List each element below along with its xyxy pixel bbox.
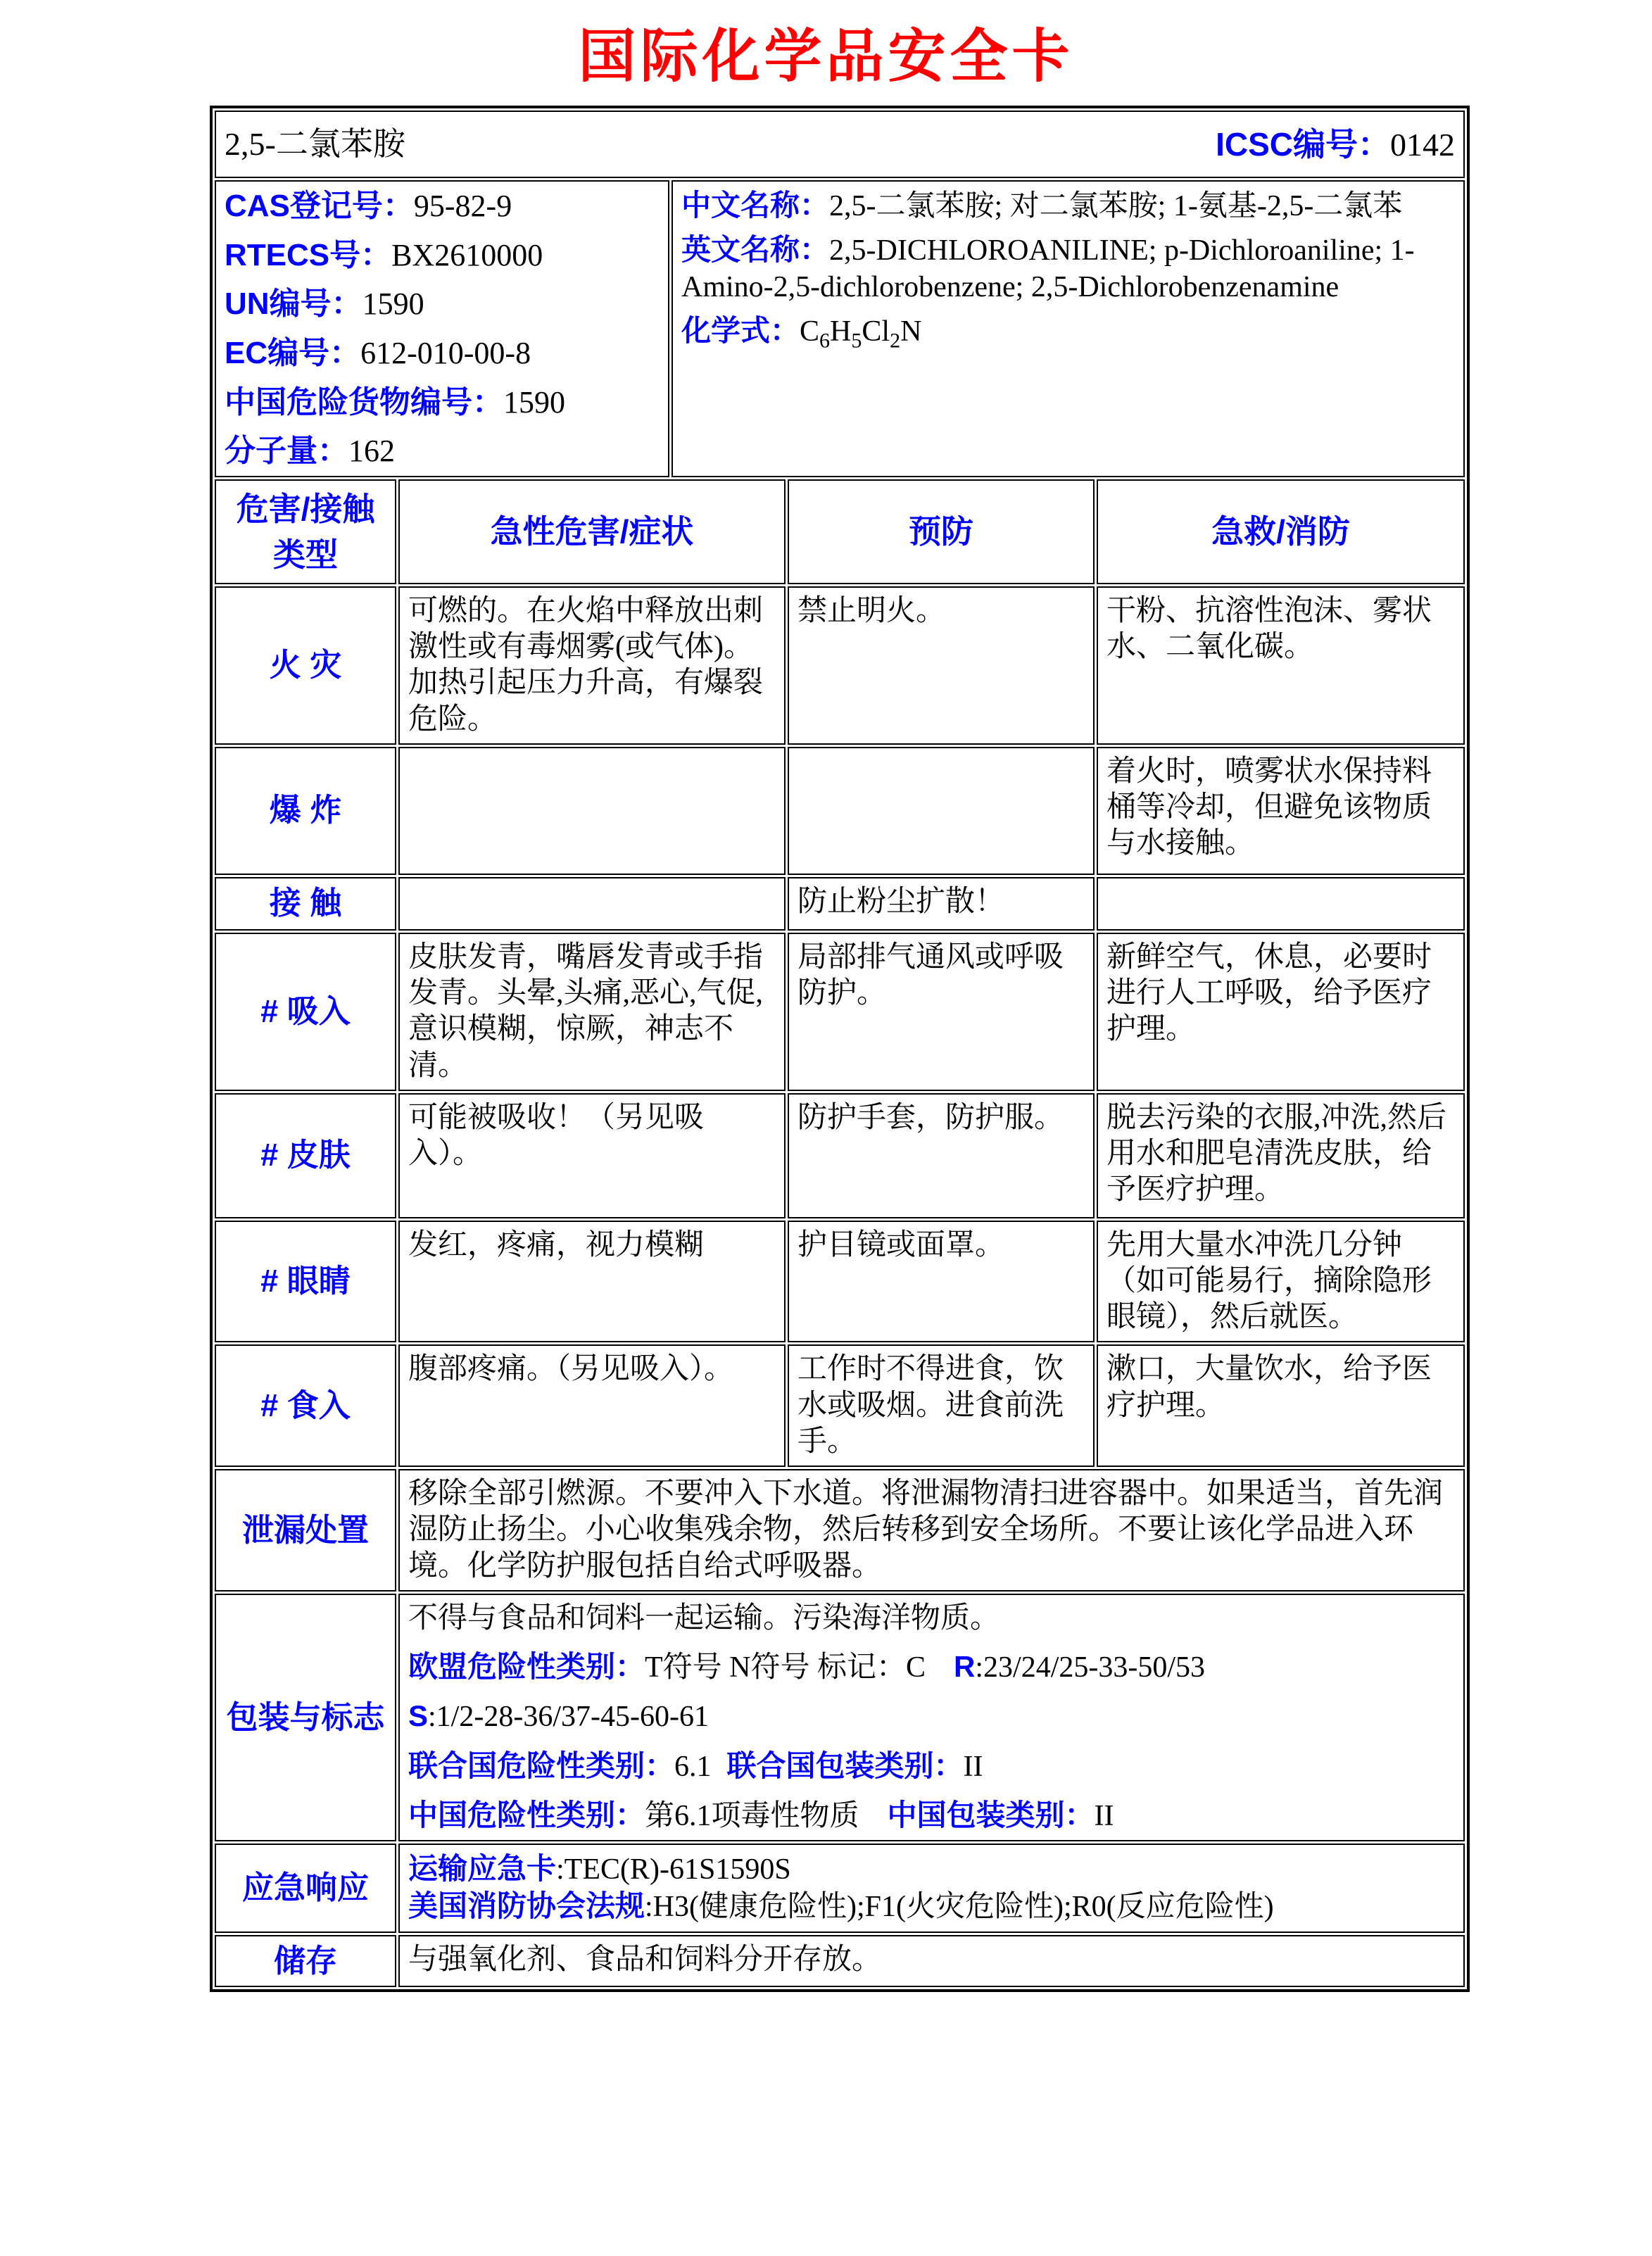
molecular-weight-line (225, 432, 660, 470)
hazard-table-header-row (215, 479, 1465, 584)
china-dg-number-line (225, 384, 660, 422)
eyes-firstaid-cell: 先用大量水冲洗几分钟（如可能易行，摘除隐形眼镜），然后就医。 (1097, 1221, 1465, 1343)
r-phrases-value: :23/24/25-33-50/53 (975, 1651, 1206, 1684)
transport-emergency-card-label: 运输应急卡 (408, 1852, 557, 1886)
storage-row (215, 1935, 1465, 1988)
hazard-row-exposure (215, 877, 1465, 931)
hazard-row-ingestion (215, 1344, 1465, 1467)
exposure-firstaid-cell (1097, 877, 1465, 931)
identifiers-cell (215, 180, 669, 477)
eyes-type-label: # 眼睛 (215, 1221, 396, 1343)
hazard-row-explosion (215, 747, 1465, 875)
cas-value: 95-82-9 (413, 189, 512, 224)
header-acute-hazards: 急性危害/症状 (398, 479, 786, 584)
exposure-prevention-cell: 防止粉尘扩散！ (788, 877, 1095, 931)
ingestion-type-label: # 食入 (215, 1344, 396, 1467)
hazard-row-fire (215, 586, 1465, 745)
un-value: 1590 (362, 286, 424, 322)
page-title: 国际化学品安全卡 (578, 25, 1074, 89)
eyes-symptoms-cell: 发红，疼痛，视力模糊 (398, 1221, 786, 1343)
explosion-symptoms-cell (398, 747, 786, 875)
un-class-label: 联合国危险性类别： (408, 1748, 675, 1782)
english-name-block (681, 232, 1455, 305)
fire-type-label: 火 灾 (215, 586, 396, 745)
packaging-cn-line (408, 1797, 1455, 1834)
identifiers-row (215, 180, 1465, 477)
formula-block (681, 313, 1455, 354)
rtecs-number-line (225, 237, 660, 275)
spillage-label: 泄漏处置 (215, 1469, 396, 1592)
eu-class-label: 欧盟危险性类别： (408, 1650, 645, 1684)
s-phrases-value: :1/2-28-36/37-45-60-61 (428, 1701, 709, 1734)
fire-prevention-cell: 禁止明火。 (788, 586, 1095, 745)
packaging-row (215, 1594, 1465, 1841)
inhalation-prevention-cell: 局部排气通风或呼吸防护。 (788, 933, 1095, 1091)
r-phrases-label: R (954, 1650, 976, 1684)
header-hazard-type: 危害/接触 类型 (215, 479, 396, 584)
icsc-number (1216, 125, 1455, 165)
safety-card-table (210, 106, 1470, 1992)
ingestion-firstaid-cell: 漱口，大量饮水，给予医疗护理。 (1097, 1344, 1465, 1467)
fire-firstaid-cell: 干粉、抗溶性泡沫、雾状水、二氧化碳。 (1097, 586, 1465, 745)
names-cell (671, 180, 1465, 477)
inhalation-firstaid-cell: 新鲜空气，休息，必要时进行人工呼吸，给予医疗护理。 (1097, 933, 1465, 1091)
eu-class-value: T符号 N符号 标记：C (645, 1651, 926, 1684)
explosion-prevention-cell (788, 747, 1095, 875)
molecular-weight-label: 分子量： (225, 434, 348, 469)
china-dg-value: 1590 (503, 384, 565, 420)
cn-class-value: 第6.1项毒性物质 (645, 1799, 859, 1832)
cn-class-label: 中国危险性类别： (408, 1798, 645, 1832)
un-label: UN编号： (225, 286, 362, 322)
storage-label: 储存 (215, 1935, 396, 1988)
icsc-number-value: 0142 (1390, 126, 1455, 163)
hazard-row-inhalation (215, 933, 1465, 1091)
skin-prevention-cell: 防护手套，防护服。 (788, 1093, 1095, 1218)
storage-text-cell: 与强氧化剂、食品和饲料分开存放。 (398, 1935, 1465, 1988)
inhalation-symptoms-cell: 皮肤发青，嘴唇发青或手指发青。头晕,头痛,恶心,气促,意识模糊，惊厥，神志不清。 (398, 933, 786, 1091)
ingestion-symptoms-cell: 腹部疼痛。（另见吸入）。 (398, 1344, 786, 1467)
hazard-row-skin (215, 1093, 1465, 1218)
packaging-content-cell (398, 1594, 1465, 1841)
cn-pack-label: 中国包装类别： (887, 1798, 1095, 1832)
ec-label: EC编号： (225, 336, 361, 371)
substance-header-row (215, 111, 1465, 178)
inhalation-type-label: # 吸入 (215, 933, 396, 1091)
rtecs-label: RTECS号： (225, 237, 392, 272)
spillage-text-cell: 移除全部引燃源。不要冲入下水道。将泄漏物清扫进容器中。如果适当，首先润湿防止扬尘。小心收集残余物，然后转移到安全场所。不要让该化学品进入环境。化学防护服包括自给式呼吸器。 (398, 1469, 1465, 1592)
ingestion-prevention-cell: 工作时不得进食，饮水或吸烟。进食前洗手。 (788, 1344, 1095, 1467)
packaging-s-line (408, 1698, 1455, 1735)
substance-header-cell (215, 111, 1465, 178)
packaging-un-line (408, 1748, 1455, 1785)
emergency-response-content-cell (398, 1844, 1465, 1932)
emergency-response-label: 应急响应 (215, 1844, 396, 1932)
packaging-eu-line (408, 1649, 1455, 1686)
eyes-prevention-cell: 护目镜或面罩。 (788, 1221, 1095, 1343)
un-class-value: 6.1 (674, 1750, 712, 1783)
chinese-name-label: 中文名称： (681, 189, 830, 222)
transport-emergency-card-line (408, 1851, 1455, 1888)
skin-firstaid-cell: 脱去污染的衣服,冲洗,然后用水和肥皂清洗皮肤，给予医疗护理。 (1097, 1093, 1465, 1218)
chinese-name-value: 2,5-二氯苯胺; 对二氯苯胺; 1-氨基-2,5-二氯苯 (829, 190, 1403, 223)
packaging-label: 包装与标志 (215, 1594, 396, 1841)
formula-value: $C_6H_5Cl_2N$ (800, 315, 922, 353)
header-prevention: 预防 (788, 479, 1095, 584)
nfpa-code-line (408, 1888, 1455, 1925)
chinese-name-block (681, 187, 1455, 225)
transport-emergency-card-value: :TEC(R)-61S1590S (556, 1853, 791, 1886)
nfpa-code-value: :H3(健康危险性);F1(火灾危险性);R0(反应危险性) (645, 1891, 1274, 1924)
un-pack-value: II (963, 1750, 983, 1783)
cn-pack-value: II (1094, 1799, 1114, 1832)
icsc-number-label: ICSC编号： (1216, 125, 1390, 163)
s-phrases-label: S (408, 1699, 429, 1733)
nfpa-code-label: 美国消防协会法规 (408, 1889, 645, 1923)
substance-name: 2,5-二氯苯胺 (225, 126, 405, 163)
english-name-value: 2,5-DICHLOROANILINE; p-Dichloroaniline; 1-Amino-2,5-dichlorobenzene; 2,5-Dichlorobenzenamine (681, 234, 1415, 303)
rtecs-value: BX2610000 (391, 237, 543, 272)
explosion-firstaid-cell: 着火时，喷雾状水保持料桶等冷却，但避免该物质与水接触。 (1097, 747, 1465, 875)
fire-symptoms-cell: 可燃的。在火焰中释放出刺激性或有毒烟雾(或气体)。加热引起压力升高，有爆裂危险。 (398, 586, 786, 745)
cas-label: CAS登记号： (225, 189, 414, 224)
un-number-line (225, 285, 660, 323)
spillage-row (215, 1469, 1465, 1592)
explosion-type-label: 爆 炸 (215, 747, 396, 875)
english-name-label: 英文名称： (681, 233, 830, 267)
skin-type-label: # 皮肤 (215, 1093, 396, 1218)
formula-label: 化学式： (681, 313, 800, 347)
exposure-symptoms-cell (398, 877, 786, 931)
emergency-response-row (215, 1844, 1465, 1932)
china-dg-label: 中国危险货物编号： (225, 384, 503, 420)
molecular-weight-value: 162 (348, 434, 395, 469)
un-pack-label: 联合国包装类别： (726, 1748, 964, 1782)
header-firstaid-firefighting: 急救/消防 (1097, 479, 1465, 584)
packaging-transport-note: 不得与食品和饲料一起运输。污染海洋物质。 (408, 1601, 1000, 1634)
hazard-row-eyes (215, 1221, 1465, 1343)
cas-number-line (225, 187, 660, 225)
exposure-type-label: 接 触 (215, 877, 396, 931)
ec-number-line (225, 334, 660, 372)
ec-value: 612-010-00-8 (360, 336, 531, 371)
skin-symptoms-cell: 可能被吸收！（另见吸入）。 (398, 1093, 786, 1218)
